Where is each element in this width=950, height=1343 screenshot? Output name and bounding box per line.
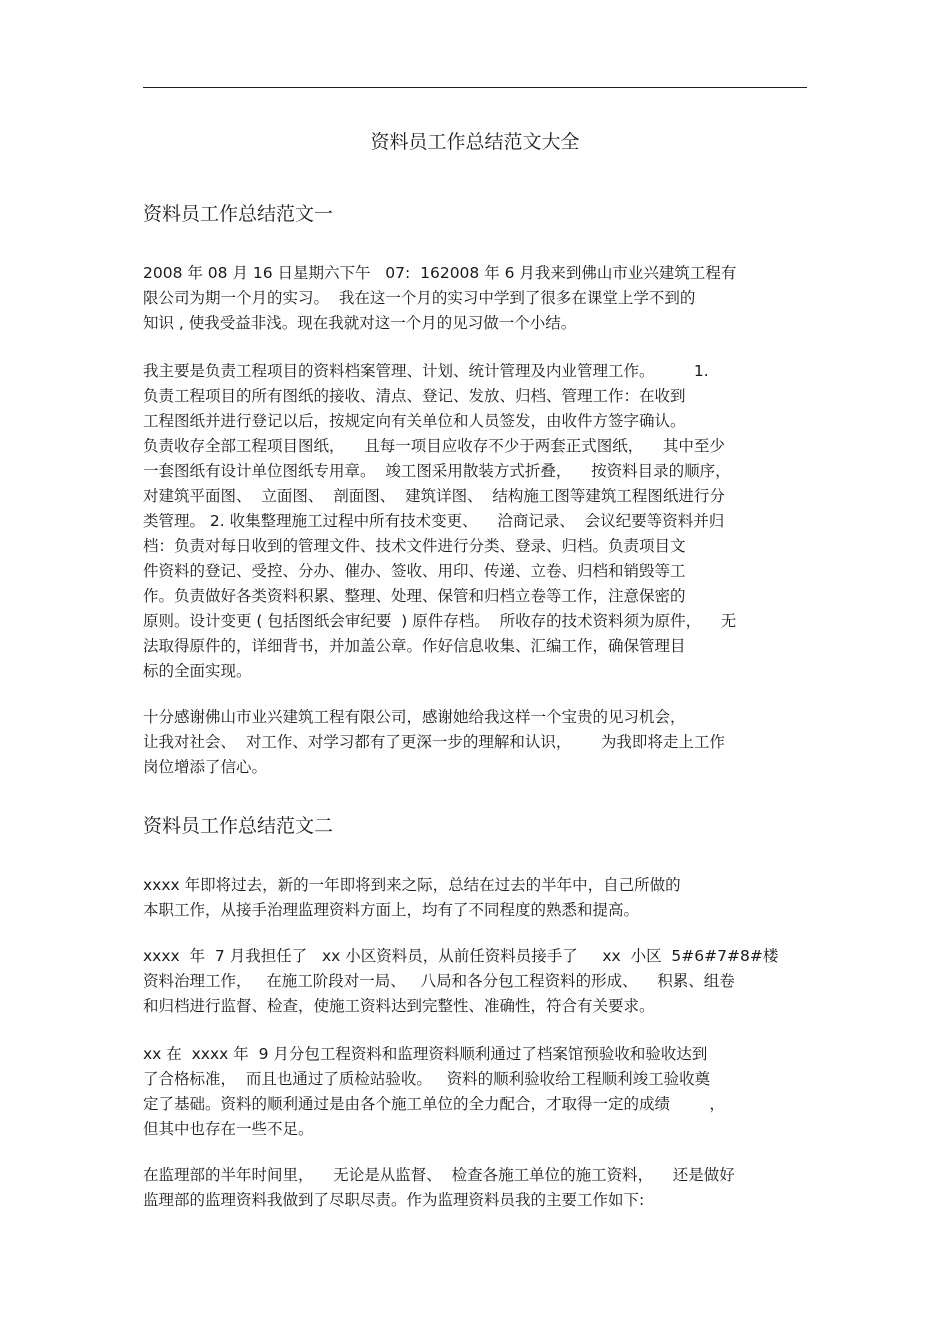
text-line: 档：负责对每日收到的管理文件、技术文件进行分类、登录、归档。负责项目文 <box>143 537 686 555</box>
text-line: 一套图纸有设计单位图纸专用章。 竣工图采用散装方式折叠， 按资料目录的顺序， <box>143 462 731 480</box>
section-2-heading: 资料员工作总结范文二 <box>143 815 334 837</box>
text-line: 监理部的监理资料我做到了尽职尽责。作为监理资料员我的主要工作如下: <box>143 1191 645 1209</box>
section-1-paragraph-1 <box>143 261 807 336</box>
text-line: xx 在 xxxx 年 9 月分包工程资料和监理资料顺利通过了档案馆预验收和验收达到 <box>143 1045 708 1063</box>
text-line: 法取得原件的，详细背书，并加盖公章。作好信息收集、汇编工作，确保管理目 <box>143 637 686 655</box>
section-2-paragraph-2 <box>143 944 807 1019</box>
text-line: 岗位增添了信心。 <box>143 758 268 776</box>
text-line: 负责工程项目的所有图纸的接收、清点、登记、发放、归档、管理工作：在收到 <box>143 387 686 405</box>
section-1-paragraph-3 <box>143 705 807 780</box>
text-line: 原则。设计变更 ( 包括图纸会审纪要 ) 原件存档。 所收存的技术资料须为原件， 无 <box>143 612 737 630</box>
text-line: 知识 , 使我受益非浅。现在我就对这一个月的见习做一个小结。 <box>143 314 577 332</box>
section-2-paragraph-3 <box>143 1042 807 1142</box>
text-line: 2008 年 08 月 16 日星期六下午 07: 162008 年 6 月我来到佛山市业兴建筑工程有 <box>143 264 737 282</box>
text-line: 限公司为期一个月的实习。 我在这一个月的实习中学到了很多在课堂上学不到的 <box>143 289 696 307</box>
text-line: 类管理。 2. 收集整理施工过程中所有技术变更、 洽商记录、 会议纪要等资料并归 <box>143 512 725 530</box>
text-line: 十分感谢佛山市业兴建筑工程有限公司，感谢她给我这样一个宝贵的见习机会， <box>143 708 686 726</box>
section-1-paragraph-2 <box>143 359 807 684</box>
text-line: 本职工作，从接手治理监理资料方面上，均有了不同程度的熟悉和提高。 <box>143 901 640 919</box>
text-line: 负责收存全部工程项目图纸， 且每一项目应收存不少于两套正式图纸， 其中至少 <box>143 437 725 455</box>
header-rule <box>143 87 807 88</box>
text-line: 我主要是负责工程项目的资料档案管理、计划、统计管理及内业管理工作。 1. <box>143 362 709 380</box>
text-line: 让我对社会、 对工作、对学习都有了更深一步的理解和认识， 为我即将走上工作 <box>143 733 725 751</box>
section-2-paragraph-4 <box>143 1163 807 1213</box>
text-line: 标的全面实现。 <box>143 662 252 680</box>
text-line: 但其中也存在一些不足。 <box>143 1120 314 1138</box>
text-line: 和归档进行监督、检查，使施工资料达到完整性、准确性，符合有关要求。 <box>143 997 655 1015</box>
text-line: xxxx 年 7 月我担任了 xx 小区资料员，从前任资料员接手了 xx 小区 5#6#7#8#楼 <box>143 947 779 965</box>
text-line: 作。负责做好各类资料积累、整理、处理、保管和归档立卷等工作，注意保密的 <box>143 587 686 605</box>
text-line: 对建筑平面图、 立面图、 剖面图、 建筑详图、 结构施工图等建筑工程图纸进行分 <box>143 487 725 505</box>
text-line: 工程图纸并进行登记以后，按规定向有关单位和人员签发，由收件方签字确认。 <box>143 412 686 430</box>
text-line: xxxx 年即将过去，新的一年即将到来之际，总结在过去的半年中，自己所做的 <box>143 876 681 894</box>
text-line: 件资料的登记、受控、分办、催办、签收、用印、传递、立卷、归档和销毁等工 <box>143 562 686 580</box>
text-line: 在监理部的半年时间里， 无论是从监督、 检查各施工单位的施工资料， 还是做好 <box>143 1166 735 1184</box>
section-2-paragraph-1 <box>143 873 807 923</box>
text-line: 了合格标准， 而且也通过了质检站验收。 资料的顺利验收给工程顺利竣工验收奠 <box>143 1070 711 1088</box>
section-1-heading: 资料员工作总结范文一 <box>143 203 334 225</box>
text-line: 资料治理工作， 在施工阶段对一局、 八局和各分包工程资料的形成、 积累、组卷 <box>143 972 735 990</box>
document-title: 资料员工作总结范文大全 <box>370 131 580 153</box>
text-line: 定了基础。资料的顺利通过是由各个施工单位的全力配合，才取得一定的成绩 ， <box>143 1095 725 1113</box>
